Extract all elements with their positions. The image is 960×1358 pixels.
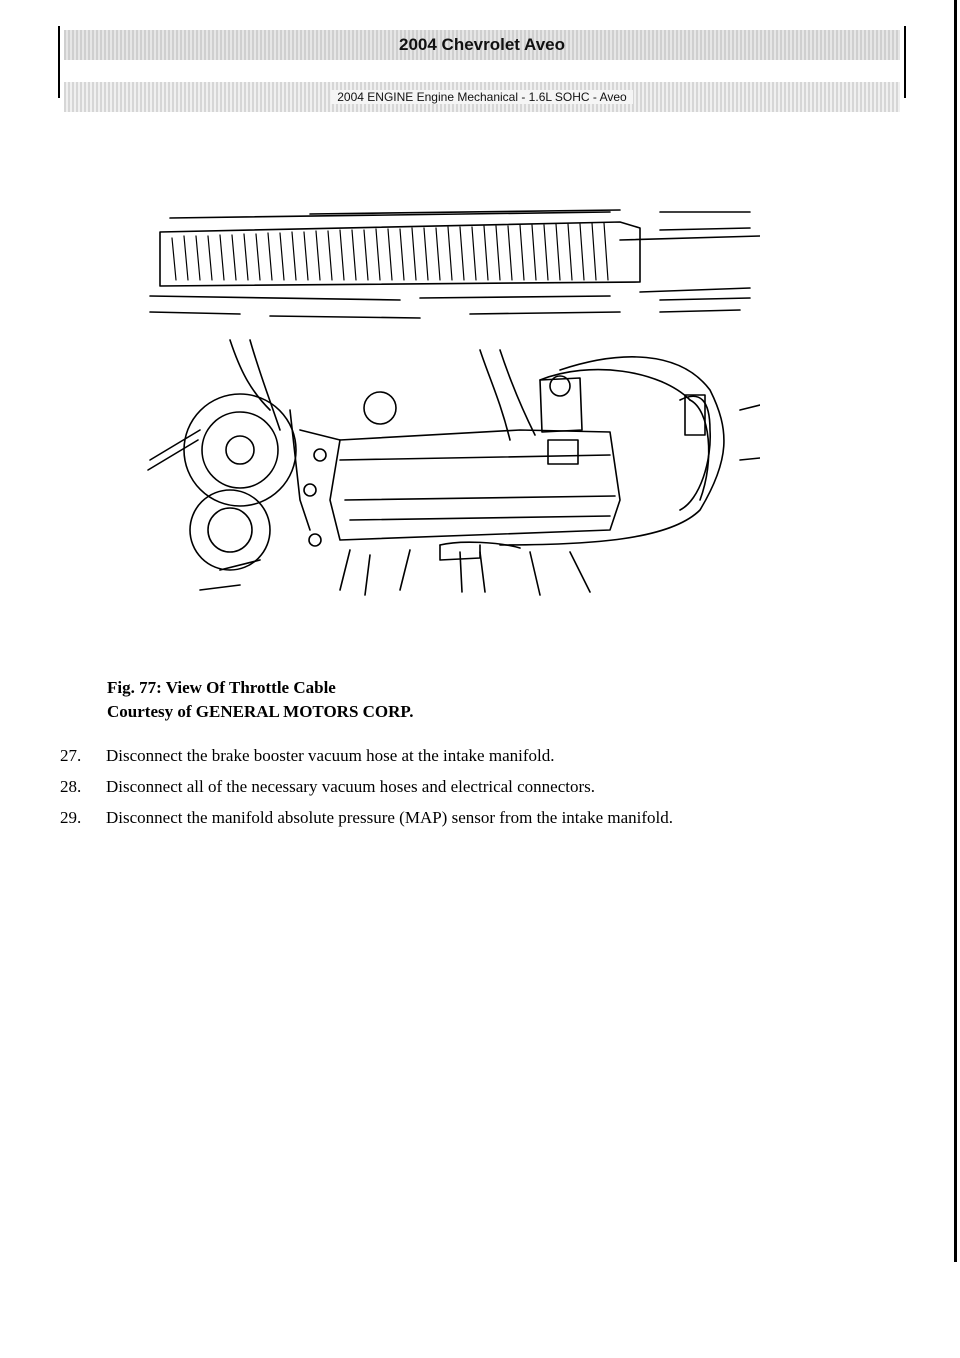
step-number: 27. [60,746,82,765]
procedure-step [60,771,920,802]
step-text: Disconnect the manifold absolute pressure (MAP) sensor from the intake manifold. [106,808,674,827]
document-subtitle: 2004 ENGINE Engine Mechanical - 1.6L SOHC - Aveo [331,90,632,104]
step-text: Disconnect all of the necessary vacuum hoses and electrical connectors. [106,777,596,796]
document-header [58,26,906,104]
subtitle-bar [64,82,900,112]
page-right-rule [954,0,957,1262]
figure-caption-title: Fig. 77: View Of Throttle Cable [107,678,336,697]
header-right-rule [904,26,906,98]
procedure-step [60,740,920,771]
figure-caption [107,676,414,724]
step-number: 29. [60,808,82,827]
procedure-step [60,802,920,833]
step-text: Disconnect the brake booster vacuum hose at the intake manifold. [106,746,555,765]
figure-caption-credit: Courtesy of GENERAL MOTORS CORP. [107,702,414,721]
title-bar [64,30,900,60]
step-number: 28. [60,777,82,796]
throttle-cable-illustration [140,200,760,600]
procedure-steps [60,740,920,833]
header-left-rule [58,26,60,98]
document-title: 2004 Chevrolet Aveo [399,35,565,54]
